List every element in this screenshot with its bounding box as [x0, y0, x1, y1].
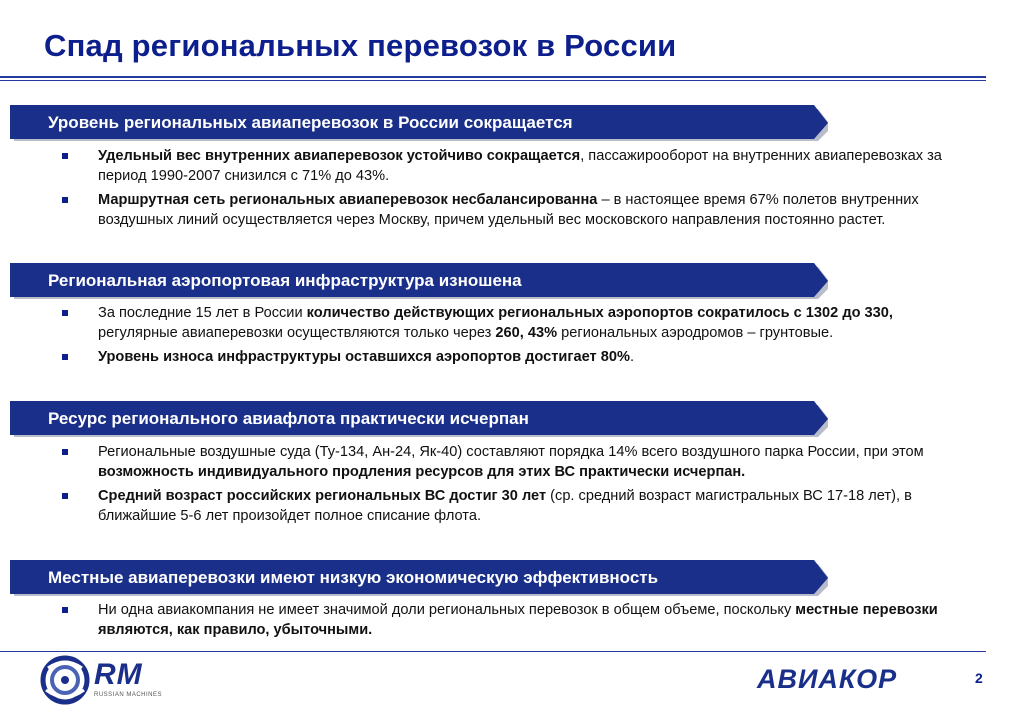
section-header-label: Региональная аэропортовая инфраструктура изношена: [48, 271, 522, 290]
bullet-square-icon: [62, 310, 68, 316]
section-2-bullets: [55, 303, 975, 371]
section-header-label: Уровень региональных авиаперевозок в России сокращается: [48, 113, 573, 132]
rm-emblem-icon: [38, 654, 92, 706]
text: Ни одна авиакомпания не имеет значимой доли региональных перевозок в общем объеме, поскольку: [98, 602, 796, 618]
page-number: 2: [975, 670, 983, 686]
footer-divider: [0, 651, 986, 652]
bold-text: возможность индивидуального продления ресурсов для этих ВС практически исчерпан.: [98, 464, 746, 480]
page-title: Спад региональных перевозок в России: [44, 28, 677, 63]
text: За последние 15 лет в России: [98, 305, 307, 321]
rm-logo-text: RM: [94, 658, 143, 691]
section-3-bullets: [55, 442, 975, 530]
bold-text: 260, 43%: [495, 325, 558, 341]
section-header-1: [10, 105, 828, 141]
list-item: [55, 347, 975, 367]
section-header-label: Ресурс регионального авиафлота практически исчерпан: [48, 409, 529, 428]
section-1-bullets: [55, 146, 975, 234]
bold-text: Удельный вес внутренних авиаперевозок устойчиво сокращается: [98, 148, 581, 164]
list-item: [55, 303, 975, 343]
section-4-bullets: [55, 600, 975, 644]
bold-text: Уровень износа инфраструктуры оставшихся аэропортов достигает 80%: [98, 349, 630, 365]
list-item: [55, 190, 975, 230]
list-item: [55, 600, 975, 640]
bold-text: Средний возраст российских региональных ВС достиг 30 лет: [98, 488, 547, 504]
text: , пассажирооборот на внутренних авиаперевозках за период 1990-2007 снизился с 71% до 43%.: [98, 148, 942, 184]
rm-logo-subtext: RUSSIAN MACHINES: [94, 692, 163, 698]
list-item: [55, 486, 975, 526]
bullet-square-icon: [62, 197, 68, 203]
bullet-square-icon: [62, 354, 68, 360]
bullet-square-icon: [62, 493, 68, 499]
text: (ср. средний возраст магистральных ВС 17-18 лет), в ближайшие 5-6 лет произойдет полное списание флота.: [98, 488, 912, 524]
bold-text: Маршрутная сеть региональных авиаперевозок несбалансированна: [98, 192, 598, 208]
bullet-square-icon: [62, 449, 68, 455]
bullet-square-icon: [62, 607, 68, 613]
text: .: [629, 349, 634, 365]
text: – в настоящее время 67% полетов внутренних воздушных линий осуществляется через Москву, причем удельный вес московского направления постоянно растет.: [98, 192, 919, 228]
section-header-4: [10, 560, 828, 596]
section-header-label: Местные авиаперевозки имеют низкую экономическую эффективность: [48, 568, 659, 587]
bold-text: количество действующих региональных аэропортов сократилось с 1302 до 330,: [306, 305, 893, 321]
title-divider-thin: [0, 80, 986, 81]
bold-text: местные перевозки являются, как правило, убыточными.: [98, 602, 938, 638]
list-item: [55, 442, 975, 482]
section-header-3: [10, 401, 828, 437]
section-header-2: [10, 263, 828, 299]
list-item: [55, 146, 975, 186]
text: регулярные авиаперевозки осуществляются только через: [98, 325, 496, 341]
rm-logo: [38, 654, 188, 706]
title-divider: [0, 76, 986, 78]
text: Региональные воздушные суда (Ту-134, Ан-24, Як-40) составляют порядка 14% всего воздушного парка России, при этом: [98, 444, 924, 460]
bullet-square-icon: [62, 153, 68, 159]
text: региональных аэродромов – грунтовые.: [557, 325, 834, 341]
aviakor-logo: АВИАКОР: [757, 664, 898, 694]
